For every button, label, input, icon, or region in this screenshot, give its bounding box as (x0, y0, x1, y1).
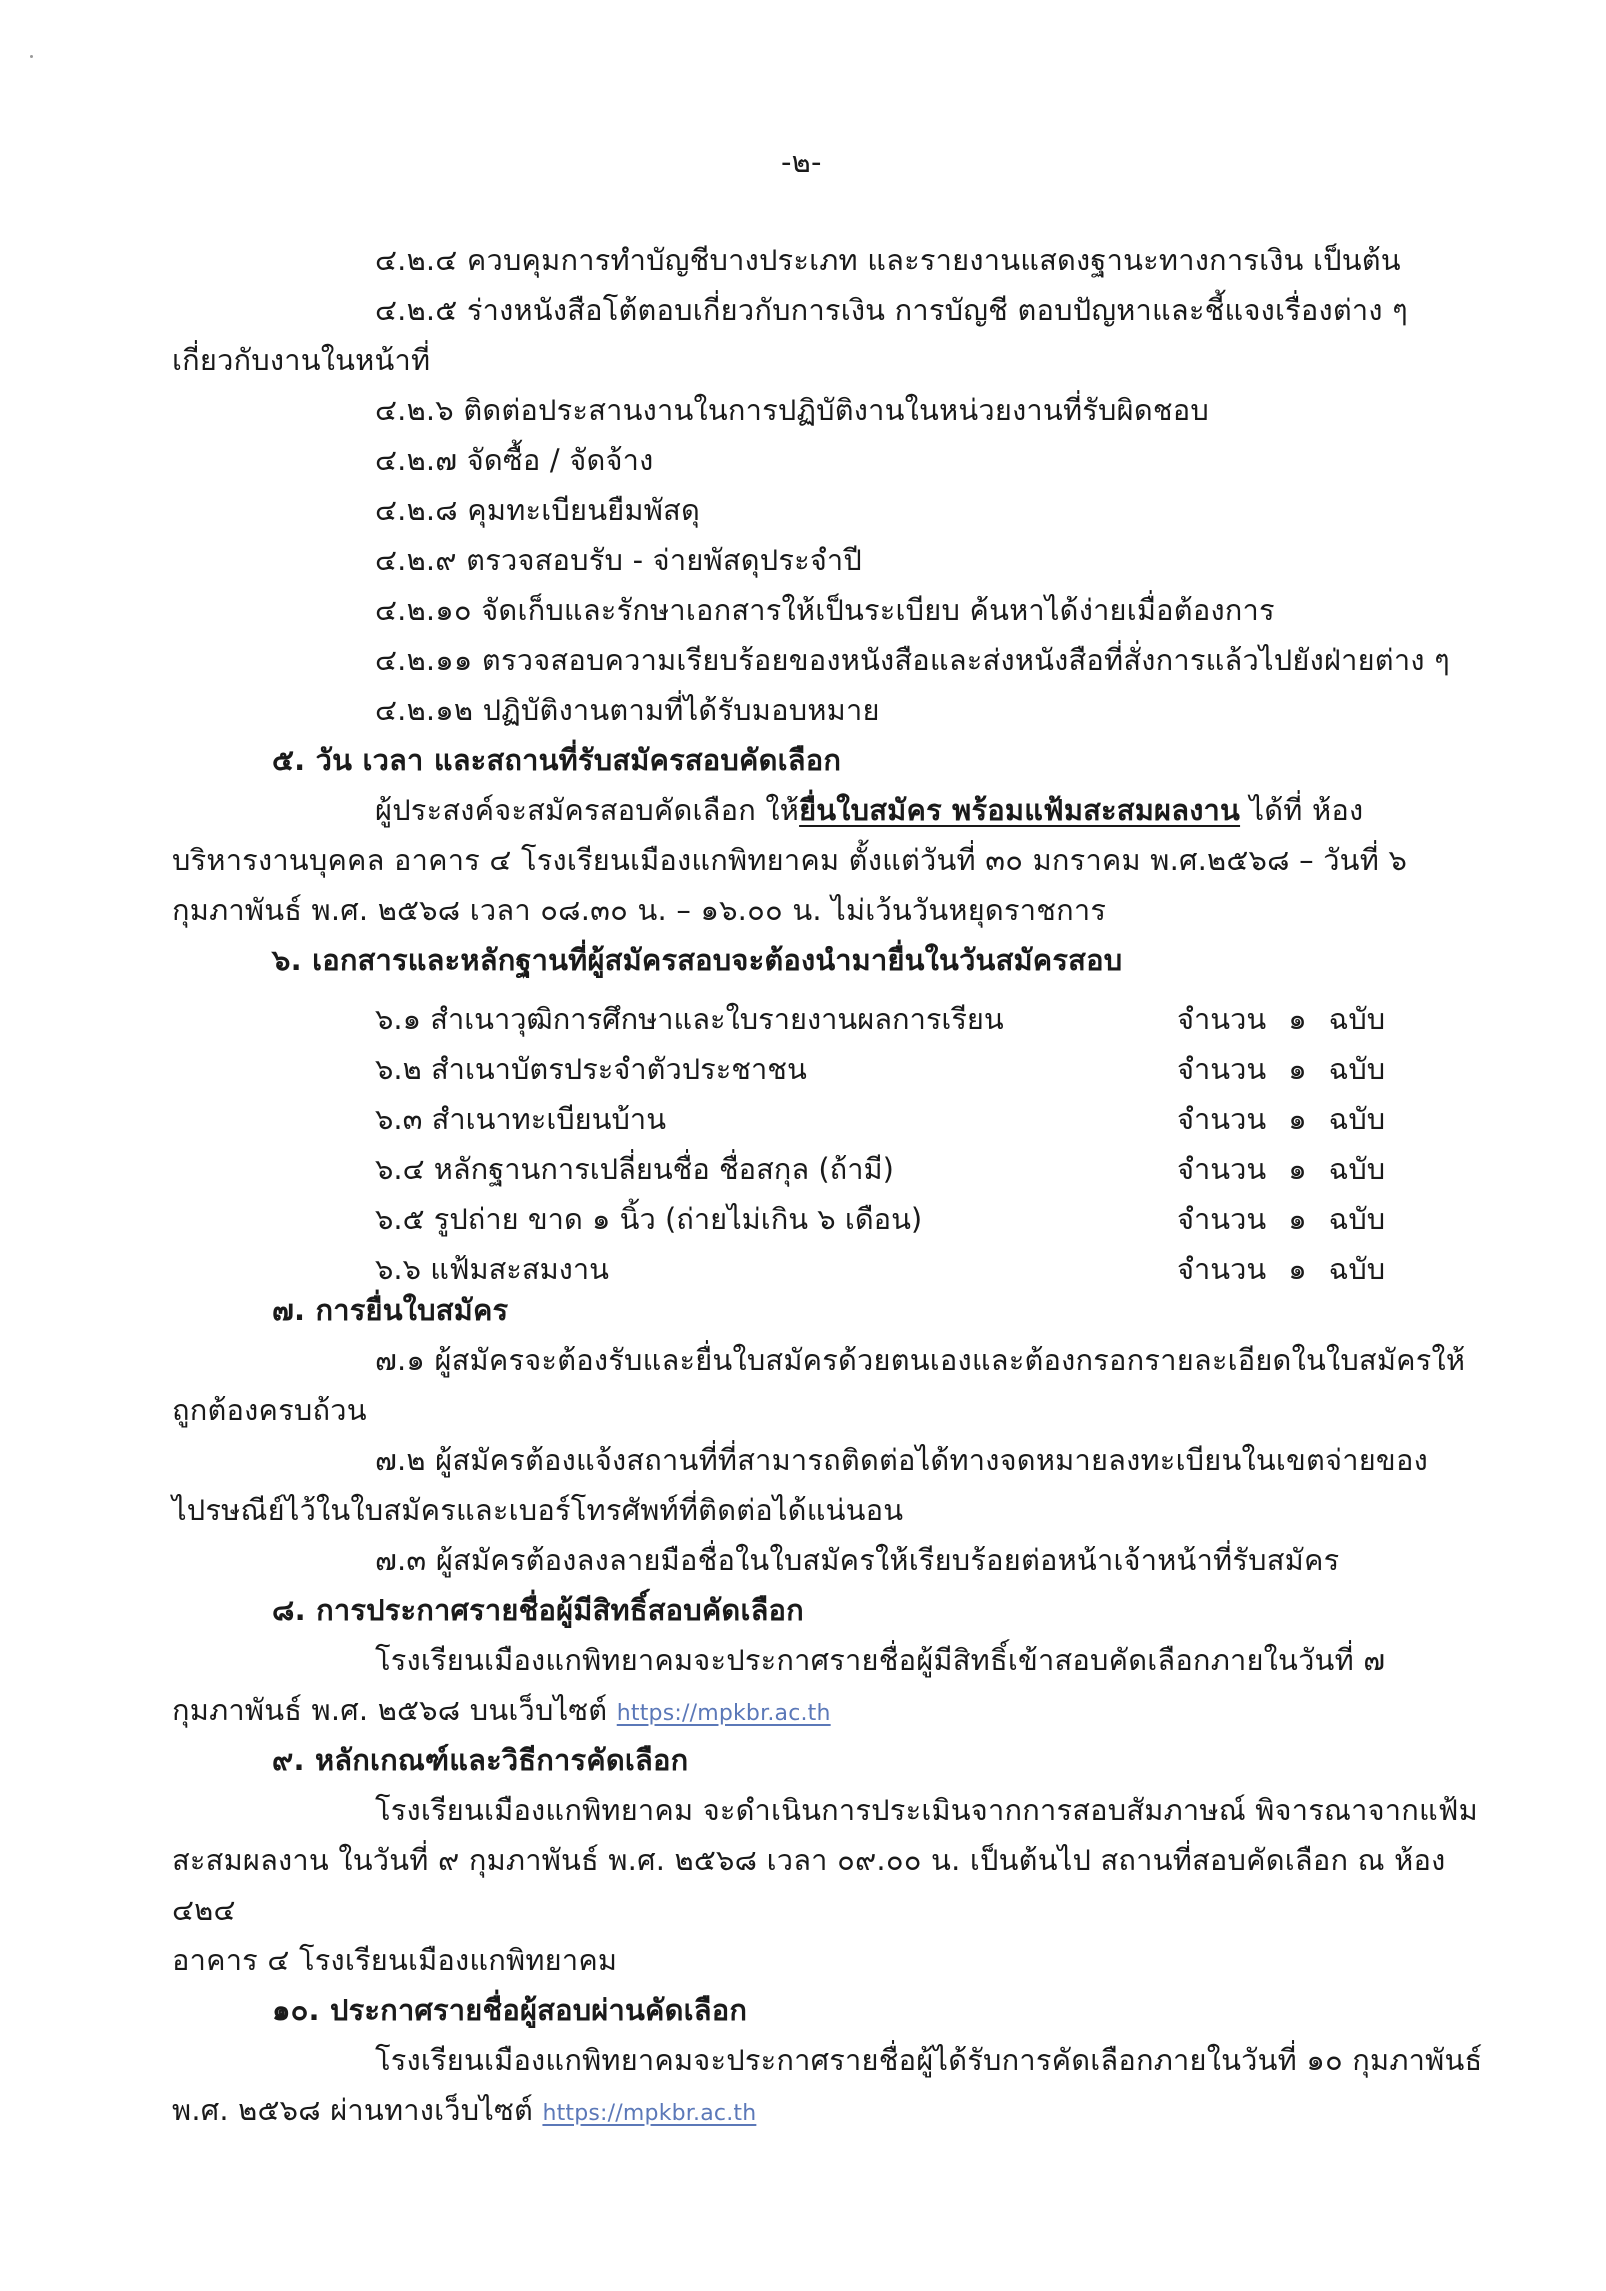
item-4-2-12: ๔.๒.๑๒ ปฏิบัติงานตามที่ได้รับมอบหมาย (375, 693, 880, 727)
item-4-2-5-cont: เกี่ยวกับงานในหน้าที่ (172, 343, 431, 377)
document-item: ๖.๒ สำเนาบัตรประจำตัวประชาชน (375, 1052, 807, 1086)
document-item: ๖.๔ หลักฐานการเปลี่ยนชื่อ ชื่อสกุล (ถ้ามี) (375, 1152, 894, 1186)
item-4-2-5: ๔.๒.๕ ร่างหนังสือโต้ตอบเกี่ยวกับการเงิน การบัญชี ตอบปัญหาและชี้แจงเรื่องต่าง ๆ (375, 293, 1408, 327)
website-link[interactable]: https://mpkbr.ac.th (542, 2101, 757, 2126)
quantity-unit: ฉบับ (1328, 1052, 1386, 1086)
document-item: ๖.๑ สำเนาวุฒิการศึกษาและใบรายงานผลการเรียน (375, 1002, 1004, 1036)
section-8-line-2-text: กุมภาพันธ์ พ.ศ. ๒๕๖๘ บนเว็บไซต์ (172, 1693, 617, 1727)
quantity-unit: ฉบับ (1328, 1202, 1386, 1236)
section-5-line-1-post: ได้ที่ ห้อง (1240, 793, 1364, 827)
section-7-line-3: ๗.๒ ผู้สมัครต้องแจ้งสถานที่ที่สามารถติดต่อได้ทางจดหมายลงทะเบียนในเขตจ่ายของ (375, 1443, 1428, 1477)
item-4-2-11: ๔.๒.๑๑ ตรวจสอบความเรียบร้อยของหนังสือและส่งหนังสือที่สั่งการแล้วไปยังฝ่ายต่าง ๆ (375, 643, 1450, 677)
section-8-line-1: โรงเรียนเมืองแกพิทยาคมจะประกาศรายชื่อผู้มีสิทธิ์เข้าสอบคัดเลือกภายในวันที่ ๗ (375, 1643, 1386, 1677)
document-item: ๖.๓ สำเนาทะเบียนบ้าน (375, 1102, 667, 1136)
document-quantity (1177, 1096, 1407, 1142)
section-9-line-1: โรงเรียนเมืองแกพิทยาคม จะดำเนินการประเมินจากการสอบสัมภาษณ์ พิจารณาจากแฟ้ม (375, 1793, 1478, 1827)
section-10-line-1: โรงเรียนเมืองแกพิทยาคมจะประกาศรายชื่อผู้ได้รับการคัดเลือกภายในวันที่ ๑๐ กุมภาพันธ์ (375, 2043, 1483, 2077)
document-row (0, 1046, 1606, 1086)
item-4-2-4: ๔.๒.๔ ควบคุมการทำบัญชีบางประเภท และรายงานแสดงฐานะทางการเงิน เป็นต้น (375, 243, 1401, 277)
section-5-line-1 (375, 793, 1364, 827)
quantity-value: ๑ (1288, 1052, 1307, 1086)
item-4-2-9: ๔.๒.๙ ตรวจสอบรับ - จ่ายพัสดุประจำปี (375, 543, 863, 577)
item-4-2-7: ๔.๒.๗ จัดซื้อ / จัดจ้าง (375, 443, 654, 477)
document-quantity (1177, 1246, 1407, 1292)
document-row (0, 1096, 1606, 1136)
document-quantity (1177, 1046, 1407, 1092)
section-7-line-5: ๗.๓ ผู้สมัครต้องลงลายมือชื่อในใบสมัครให้เรียบร้อยต่อหน้าเจ้าหน้าที่รับสมัคร (375, 1543, 1340, 1577)
section-5-line-3: กุมภาพันธ์ พ.ศ. ๒๕๖๘ เวลา ๐๘.๓๐ น. – ๑๖.๐๐ น. ไม่เว้นวันหยุดราชการ (172, 893, 1107, 927)
section-9-heading: ๙. หลักเกณฑ์และวิธีการคัดเลือก (272, 1743, 689, 1777)
section-8-heading: ๘. การประกาศรายชื่อผู้มีสิทธิ์สอบคัดเลือก (272, 1593, 804, 1627)
quantity-label: จำนวน (1177, 1152, 1267, 1186)
quantity-unit: ฉบับ (1328, 1002, 1386, 1036)
document-quantity (1177, 1196, 1407, 1242)
quantity-unit: ฉบับ (1328, 1102, 1386, 1136)
section-5-line-1-pre: ผู้ประสงค์จะสมัครสอบคัดเลือก ให้ (375, 793, 800, 827)
quantity-label: จำนวน (1177, 1052, 1267, 1086)
quantity-value: ๑ (1288, 1102, 1307, 1136)
section-10-line-2 (172, 2093, 757, 2127)
quantity-label: จำนวน (1177, 1252, 1267, 1286)
quantity-value: ๑ (1288, 1252, 1307, 1286)
section-10-line-2-text: พ.ศ. ๒๕๖๘ ผ่านทางเว็บไซต์ (172, 2093, 543, 2127)
document-row (0, 1246, 1606, 1286)
section-10-heading: ๑๐. ประกาศรายชื่อผู้สอบผ่านคัดเลือก (272, 1993, 748, 2027)
document-row (0, 1196, 1606, 1236)
document-row (0, 996, 1606, 1036)
quantity-label: จำนวน (1177, 1102, 1267, 1136)
item-4-2-8: ๔.๒.๘ คุมทะเบียนยืมพัสดุ (375, 493, 700, 527)
section-7-heading: ๗. การยื่นใบสมัคร (272, 1293, 509, 1327)
page-number: -๒- (781, 145, 822, 179)
quantity-value: ๑ (1288, 1152, 1307, 1186)
section-8-line-2 (172, 1693, 831, 1727)
quantity-label: จำนวน (1177, 1002, 1267, 1036)
section-9-line-2: สะสมผลงาน ในวันที่ ๙ กุมภาพันธ์ พ.ศ. ๒๕๖๘ เวลา ๐๙.๐๐ น. เป็นต้นไป สถานที่สอบคัดเลือก ณ ห้อง (172, 1843, 1446, 1877)
section-7-line-2: ถูกต้องครบถ้วน (172, 1393, 367, 1427)
section-9-line-4: อาคาร ๔ โรงเรียนเมืองแกพิทยาคม (172, 1943, 618, 1977)
quantity-label: จำนวน (1177, 1202, 1267, 1236)
section-5-heading: ๕. วัน เวลา และสถานที่รับสมัครสอบคัดเลือก (272, 743, 842, 777)
document-item: ๖.๖ แฟ้มสะสมงาน (375, 1252, 609, 1286)
section-9-line-3: ๔๒๔ (172, 1893, 236, 1927)
document-quantity (1177, 996, 1407, 1042)
document-row (0, 1146, 1606, 1186)
website-link[interactable]: https://mpkbr.ac.th (616, 1701, 831, 1726)
quantity-value: ๑ (1288, 1002, 1307, 1036)
section-5-emphasis: ยื่นใบสมัคร พร้อมแฟ้มสะสมผลงาน (799, 793, 1241, 827)
document-item: ๖.๕ รูปถ่าย ขาด ๑ นิ้ว (ถ่ายไม่เกิน ๖ เดือน) (375, 1202, 923, 1236)
section-7-line-1: ๗.๑ ผู้สมัครจะต้องรับและยื่นใบสมัครด้วยตนเองและต้องกรอกรายละเอียดในใบสมัครให้ (375, 1343, 1466, 1377)
section-5-line-2: บริหารงานบุคคล อาคาร ๔ โรงเรียนเมืองแกพิทยาคม ตั้งแต่วันที่ ๓๐ มกราคม พ.ศ.๒๕๖๘ – วันที่ ๖ (172, 843, 1408, 877)
section-7-line-4: ไปรษณีย์ไว้ในใบสมัครและเบอร์โทรศัพท์ที่ติดต่อได้แน่นอน (172, 1493, 904, 1527)
document-quantity (1177, 1146, 1407, 1192)
section-6-heading: ๖. เอกสารและหลักฐานที่ผู้สมัครสอบจะต้องนำมายื่นในวันสมัครสอบ (272, 943, 1123, 977)
quantity-unit: ฉบับ (1328, 1152, 1386, 1186)
quantity-value: ๑ (1288, 1202, 1307, 1236)
item-4-2-6: ๔.๒.๖ ติดต่อประสานงานในการปฏิบัติงานในหน่วยงานที่รับผิดชอบ (375, 393, 1209, 427)
scan-speck (30, 55, 33, 58)
item-4-2-10: ๔.๒.๑๐ จัดเก็บและรักษาเอกสารให้เป็นระเบียบ ค้นหาได้ง่ายเมื่อต้องการ (375, 593, 1275, 627)
quantity-unit: ฉบับ (1328, 1252, 1386, 1286)
